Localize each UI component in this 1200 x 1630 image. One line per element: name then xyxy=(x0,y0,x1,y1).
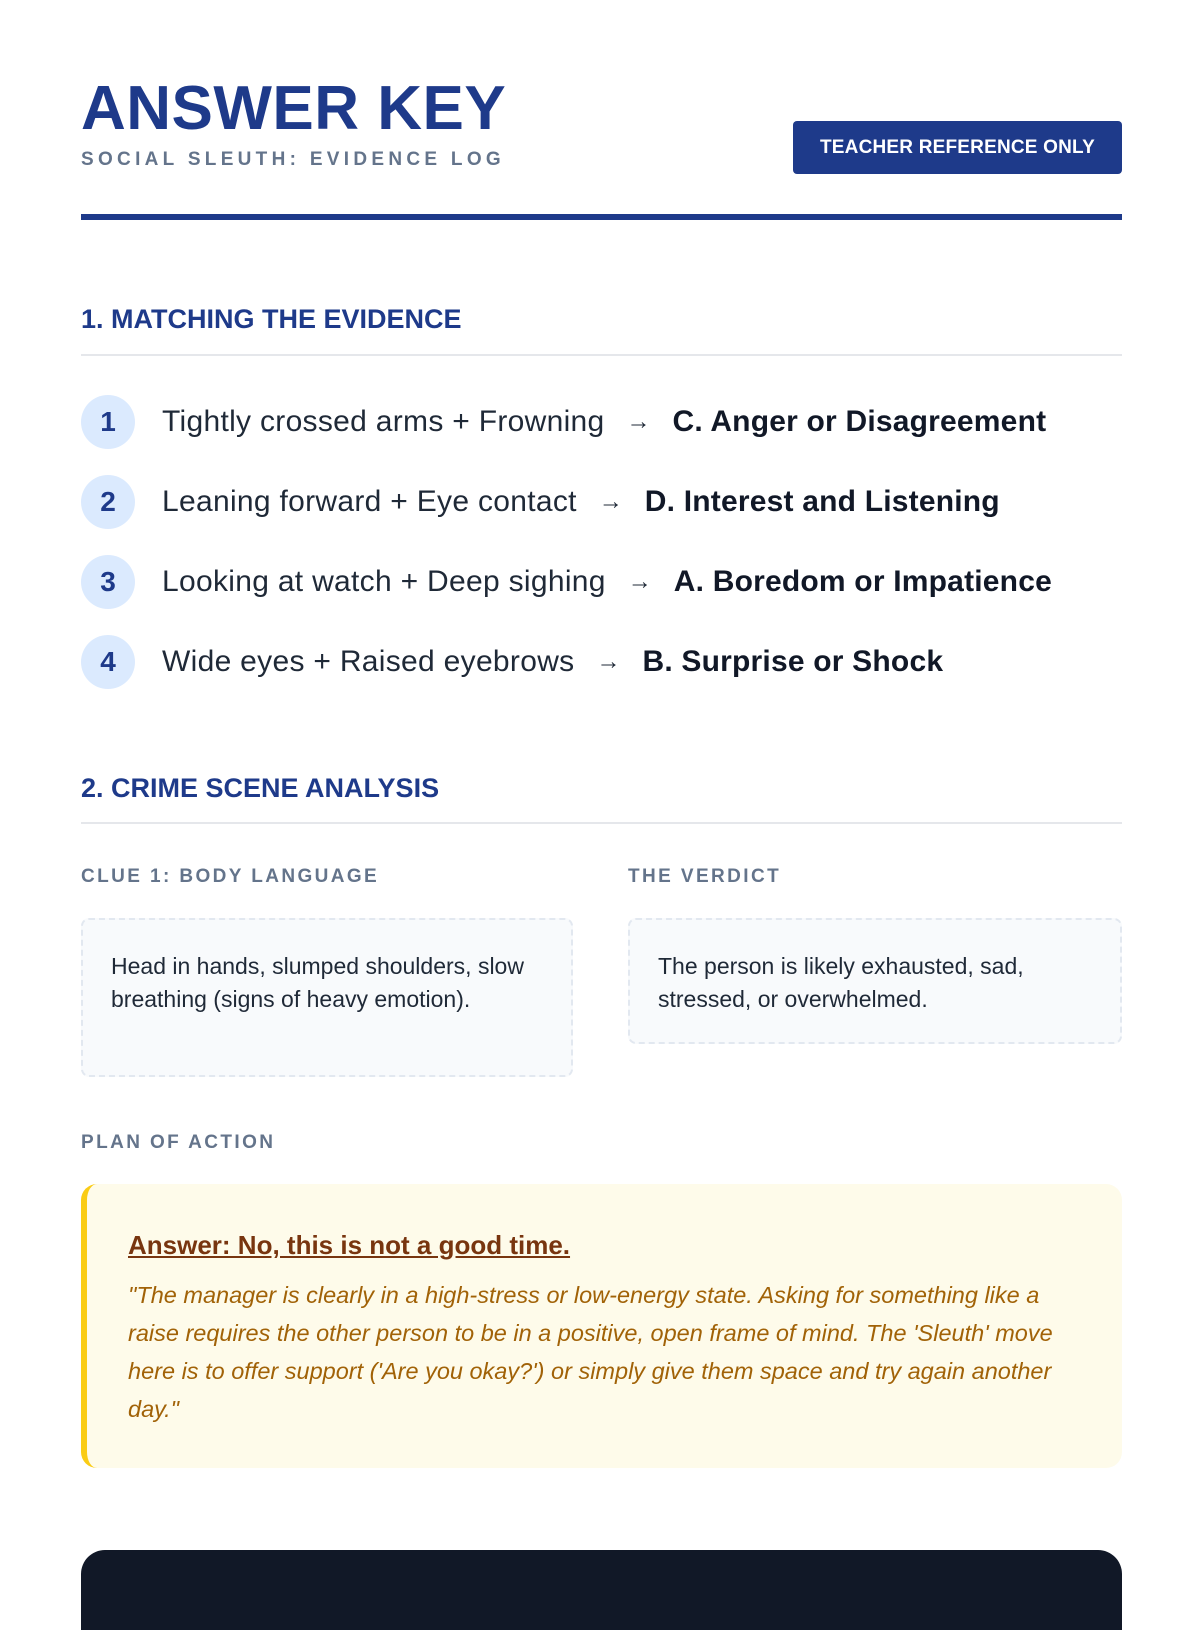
answer-key-page xyxy=(81,0,1122,1600)
match-answer: C. Anger or Disagreement xyxy=(672,405,1047,438)
page-title: ANSWER KEY xyxy=(81,74,507,143)
plan-of-action-box xyxy=(81,1184,1122,1468)
matching-section-divider xyxy=(81,354,1122,356)
match-evidence: Tightly crossed arms + Frowning xyxy=(162,405,605,438)
match-item xyxy=(81,555,1122,609)
match-item xyxy=(81,475,1122,529)
analysis-section-divider xyxy=(81,822,1122,824)
match-evidence: Wide eyes + Raised eyebrows xyxy=(162,645,575,678)
header xyxy=(81,74,1122,224)
analysis-section-title: 2. CRIME SCENE ANALYSIS xyxy=(81,773,440,803)
verdict-label: THE VERDICT xyxy=(628,866,782,887)
arrow-right-icon: → xyxy=(627,568,652,595)
header-divider xyxy=(81,214,1122,220)
clue-text: Head in hands, slumped shoulders, slow breathing (signs of heavy emotion). xyxy=(111,953,524,1012)
match-evidence: Leaning forward + Eye contact xyxy=(162,485,577,518)
match-number-badge: 3 xyxy=(81,555,135,609)
page-subtitle: SOCIAL SLEUTH: EVIDENCE LOG xyxy=(81,149,505,170)
match-answer: D. Interest and Listening xyxy=(644,485,1000,518)
footer-bar xyxy=(81,1550,1122,1630)
match-number-badge: 2 xyxy=(81,475,135,529)
clue-label: CLUE 1: BODY LANGUAGE xyxy=(81,866,380,887)
match-number-badge: 4 xyxy=(81,635,135,689)
match-evidence: Looking at watch + Deep sighing xyxy=(162,565,606,598)
match-item xyxy=(81,395,1122,449)
plan-answer: Answer: No, this is not a good time. xyxy=(128,1230,571,1260)
match-answer: A. Boredom or Impatience xyxy=(673,565,1052,598)
arrow-right-icon: → xyxy=(626,408,651,435)
verdict-text: The person is likely exhausted, sad, stressed, or overwhelmed. xyxy=(658,953,1024,1012)
plan-quote: "The manager is clearly in a high-stress or low-energy state. Asking for something like a raise requires the other person to be in a positive, open frame of mind. The 'Sleuth' move here is to offer support ('Are you okay?') or simply give them space and try again another day." xyxy=(128,1282,1053,1422)
clue-box xyxy=(81,918,573,1077)
arrow-right-icon: → xyxy=(596,648,621,675)
arrow-right-icon: → xyxy=(598,488,623,515)
match-answer: B. Surprise or Shock xyxy=(642,645,944,678)
plan-label: PLAN OF ACTION xyxy=(81,1132,276,1153)
teacher-reference-badge: TEACHER REFERENCE ONLY xyxy=(793,121,1122,174)
verdict-box xyxy=(628,918,1122,1044)
matching-section-title: 1. MATCHING THE EVIDENCE xyxy=(81,304,462,334)
match-number-badge: 1 xyxy=(81,395,135,449)
match-item xyxy=(81,635,1122,689)
